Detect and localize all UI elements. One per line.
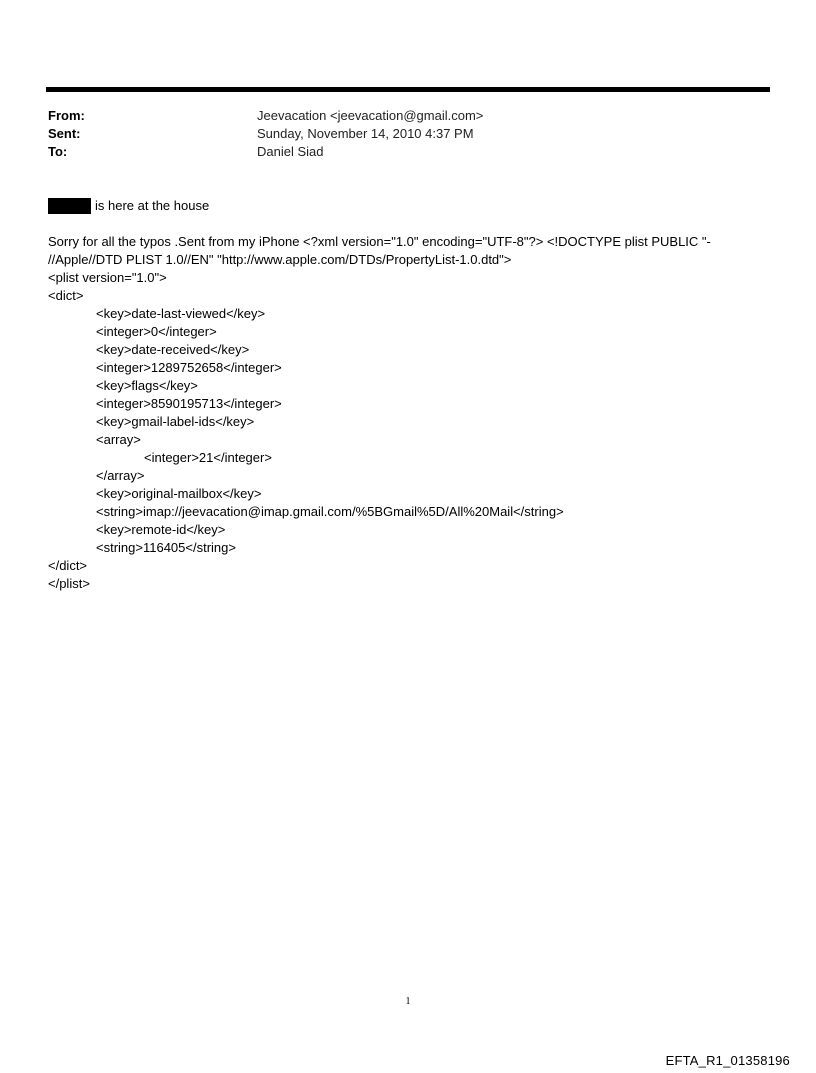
body-line: Sorry for all the typos .Sent from my iPhone <?xml version="1.0" encoding="UTF-8"?> <!DOCTYPE plist PUBLIC "-: [48, 234, 711, 249]
email-header: [48, 107, 768, 161]
document-id: EFTA_R1_01358196: [665, 1053, 790, 1068]
body-line: <key>date-received</key>: [96, 342, 250, 357]
email-body: [48, 233, 768, 593]
body-line: <string>imap://jeevacation@imap.gmail.com/%5BGmail%5D/All%20Mail</string>: [96, 504, 564, 519]
intro-text: is here at the house: [95, 198, 210, 213]
redaction-box: [48, 198, 91, 214]
body-line: <string>116405</string>: [96, 540, 236, 555]
sent-label: Sent:: [48, 126, 81, 141]
body-line: <array>: [96, 432, 141, 447]
body-line: <dict>: [48, 288, 84, 303]
body-line: </plist>: [48, 576, 90, 591]
from-value: Jeevacation <jeevacation@gmail.com>: [257, 108, 484, 123]
body-line: <key>flags</key>: [96, 378, 198, 393]
sent-value: Sunday, November 14, 2010 4:37 PM: [257, 126, 474, 141]
body-line: <integer>8590195713</integer>: [96, 396, 282, 411]
sent-row: [48, 125, 768, 143]
to-value: Daniel Siad: [257, 144, 324, 159]
body-line: <integer>0</integer>: [96, 324, 217, 339]
body-line: </dict>: [48, 558, 88, 573]
body-line: <plist version="1.0">: [48, 270, 167, 285]
body-line: <integer>1289752658</integer>: [96, 360, 282, 375]
body-line: <key>original-mailbox</key>: [96, 486, 262, 501]
from-label: From:: [48, 108, 85, 123]
to-row: [48, 143, 768, 161]
body-line: <key>gmail-label-ids</key>: [96, 414, 255, 429]
body-line: <key>remote-id</key>: [96, 522, 226, 537]
intro-line: [48, 197, 209, 215]
body-line: <key>date-last-viewed</key>: [96, 306, 266, 321]
body-line: <integer>21</integer>: [144, 450, 272, 465]
header-rule: [46, 87, 770, 92]
to-label: To:: [48, 144, 68, 159]
body-line: </array>: [96, 468, 145, 483]
body-line: //Apple//DTD PLIST 1.0//EN" "http://www.apple.com/DTDs/PropertyList-1.0.dtd">: [48, 252, 512, 267]
from-row: [48, 107, 768, 125]
page-number: 1: [405, 996, 411, 1007]
